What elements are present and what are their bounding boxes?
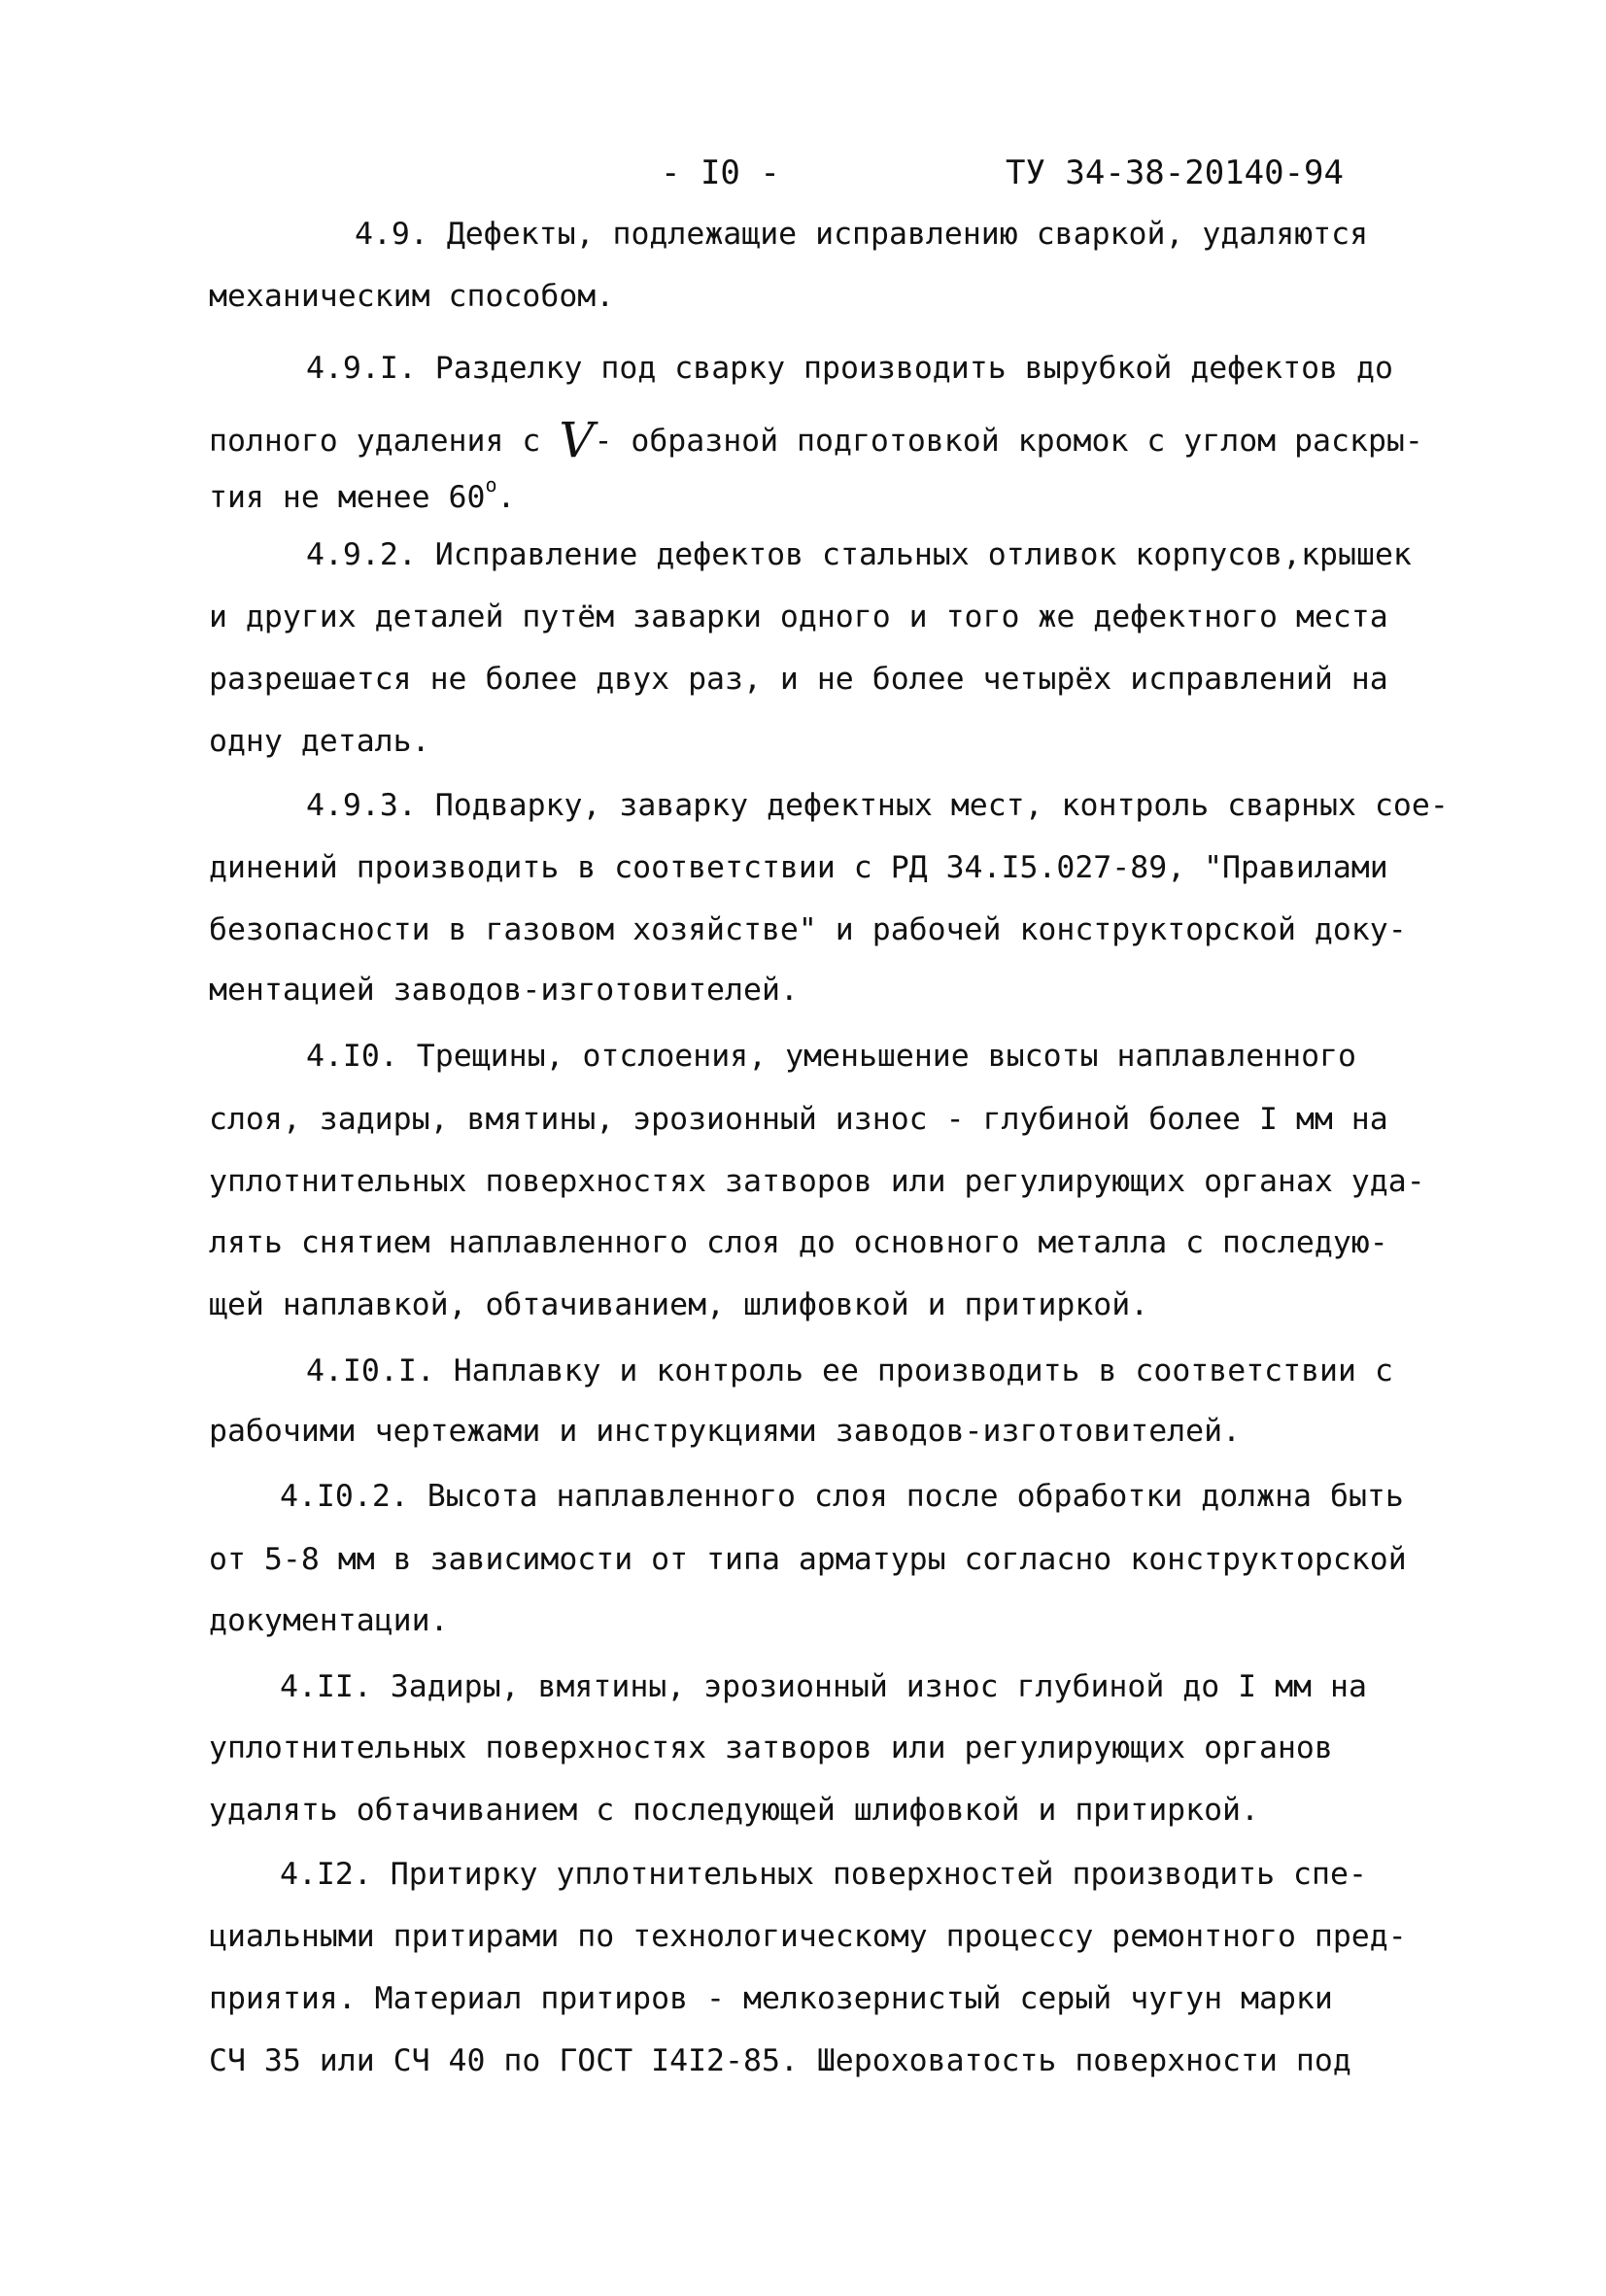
text-line: 4.9.3. Подварку, заварку дефектных мест, контроль сварных сое- (306, 788, 1449, 823)
text-fragment: полного удаления с (209, 424, 560, 459)
text-line: документации. (209, 1603, 449, 1638)
text-line: 4.9. Дефекты, подлежащие исправлению сваркой, удаляются (355, 217, 1369, 252)
text-line: рабочими чертежами и инструкциями заводов-изготовителей. (209, 1414, 1242, 1449)
text-line: 4.I0. Трещины, отслоения, уменьшение высоты наплавленного (306, 1039, 1356, 1074)
text-line: безопасности в газовом хозяйстве" и рабочей конструкторской доку- (209, 912, 1407, 947)
text-line: динений производить в соответствии с РД 34.I5.027-89, "Правилами (209, 850, 1388, 885)
text-line (209, 412, 1423, 468)
text-fragment: . (496, 480, 516, 515)
text-line: 4.9.2. Исправление дефектов стальных отливок корпусов,крышек (306, 537, 1412, 572)
page-number: - I0 - (661, 154, 780, 192)
text-fragment: - образной подготовкой кромок с углом раскры- (594, 424, 1423, 459)
text-line: разрешается не более двух раз, и не более четырёх исправлений на (209, 662, 1388, 697)
text-line: циальными притирами по технологическому процессу ремонтного пред- (209, 1919, 1407, 1954)
text-line: щей наплавкой, обтачиванием, шлифовкой и притиркой. (209, 1287, 1149, 1322)
text-line: лять снятием наплавленного слоя до основного металла с последую- (209, 1225, 1388, 1260)
text-line: уплотнительных поверхностях затворов или регулирующих органах уда- (209, 1164, 1425, 1199)
text-line: 4.II. Задиры, вмятины, эрозионный износ глубиной до I мм на (280, 1669, 1367, 1704)
text-line: механическим способом. (209, 279, 615, 314)
text-line: и других деталей путём заварки одного и того же дефектного места (209, 600, 1388, 634)
text-line: 4.I0.2. Высота наплавленного слоя после обработки должна быть (280, 1479, 1404, 1514)
text-line: одну деталь. (209, 724, 430, 759)
text-fragment: тия не менее 60 (209, 480, 486, 515)
text-line: ментацией заводов-изготовителей. (209, 973, 799, 1008)
text-line: 4.9.I. Разделку под сварку производить вырубкой дефектов до (306, 351, 1393, 386)
text-line: 4.I0.I. Наплавку и контроль ее производить в соответствии с (306, 1354, 1393, 1388)
text-line: уплотнительных поверхностях затворов или регулирующих органов (209, 1731, 1333, 1765)
text-line: слоя, задиры, вмятины, эрозионный износ - глубиной более I мм на (209, 1102, 1388, 1137)
degree-superscript: о (485, 473, 497, 497)
text-line: СЧ 35 или СЧ 40 по ГОСТ I4I2-85. Шероховатость поверхности под (209, 2043, 1351, 2078)
text-line: 4.I2. Притирку уплотнительных поверхностей производить спе- (280, 1857, 1367, 1892)
document-code: ТУ 34-38-20140-94 (1006, 154, 1344, 192)
v-symbol: V (559, 412, 595, 468)
text-line: от 5-8 мм в зависимости от типа арматуры согласно конструкторской (209, 1542, 1407, 1577)
text-line: удалять обтачиванием с последующей шлифовкой и притиркой. (209, 1793, 1259, 1828)
text-line: приятия. Материал притиров - мелкозернистый серый чугун марки (209, 1981, 1333, 2016)
text-line (209, 475, 516, 514)
